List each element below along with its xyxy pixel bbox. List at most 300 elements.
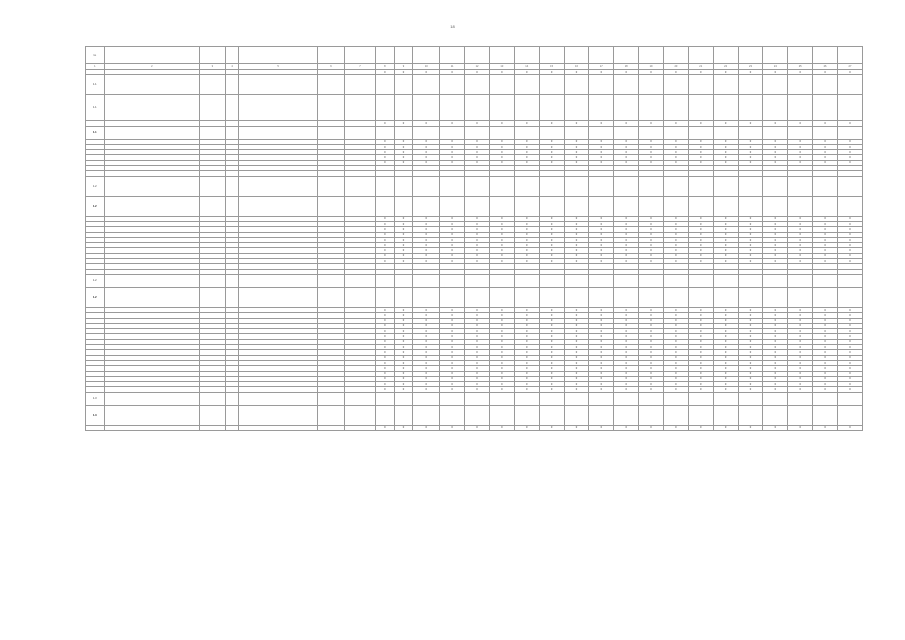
table-cell <box>614 274 639 287</box>
table-cell: 0 <box>440 232 465 237</box>
table-cell <box>564 274 589 287</box>
table-cell: 0 <box>465 70 490 75</box>
table-cell: 0 <box>813 334 838 339</box>
table-cell: 0 <box>465 139 490 144</box>
table-cell <box>688 95 713 121</box>
table-cell: 0 <box>465 345 490 350</box>
table-cell <box>788 405 813 425</box>
table-cell <box>394 392 413 405</box>
table-cell <box>813 95 838 121</box>
table-cell: 0 <box>413 345 440 350</box>
header-cell <box>413 47 440 64</box>
table-cell: 0 <box>738 216 763 221</box>
table-cell: 0 <box>514 313 539 318</box>
table-cell: 0 <box>564 371 589 376</box>
table-cell <box>394 176 413 196</box>
table-cell <box>539 196 564 216</box>
header-cell <box>813 47 838 64</box>
table-cell: 0 <box>738 253 763 258</box>
table-cell: 0 <box>376 313 395 318</box>
table-cell: 0 <box>813 355 838 360</box>
table-cell: 0 <box>465 329 490 334</box>
table-cell: 0 <box>413 150 440 155</box>
table-cell: 0 <box>440 360 465 365</box>
table-cell <box>318 196 345 216</box>
table-cell: 0 <box>738 221 763 226</box>
table-cell: 0 <box>413 227 440 232</box>
table-cell: 0 <box>539 248 564 253</box>
table-cell: 0 <box>413 243 440 248</box>
column-number-cell: 5 <box>239 64 318 70</box>
table-cell <box>199 405 225 425</box>
table-cell: 0 <box>514 339 539 344</box>
table-cell: 0 <box>589 329 614 334</box>
table-cell: 0 <box>413 121 440 126</box>
table-cell <box>344 95 375 121</box>
table-cell <box>199 287 225 307</box>
table-cell <box>440 287 465 307</box>
table-cell: 0 <box>589 382 614 387</box>
table-cell <box>614 405 639 425</box>
table-cell: 0 <box>413 376 440 381</box>
table-cell <box>104 75 199 95</box>
table-cell <box>763 405 788 425</box>
table-cell: 0 <box>837 248 862 253</box>
table-cell <box>788 196 813 216</box>
table-cell: 0 <box>539 323 564 328</box>
table-cell: 0 <box>763 360 788 365</box>
table-cell: 0 <box>738 376 763 381</box>
table-cell: 0 <box>489 371 514 376</box>
table-cell: 0 <box>614 243 639 248</box>
table-cell: 0 <box>394 243 413 248</box>
table-cell: 0 <box>440 425 465 430</box>
table-cell: 0 <box>614 160 639 165</box>
table-cell <box>639 75 664 95</box>
table-cell: 0 <box>589 366 614 371</box>
table-cell <box>489 392 514 405</box>
table-cell <box>514 95 539 121</box>
table-cell <box>614 95 639 121</box>
table-cell <box>688 405 713 425</box>
table-cell: 0 <box>413 221 440 226</box>
table-cell: 0 <box>376 387 395 392</box>
table-cell: 0 <box>713 243 738 248</box>
table-cell: 1.3 <box>86 405 105 425</box>
table-cell: 0 <box>837 150 862 155</box>
table-cell: 0 <box>738 237 763 242</box>
table-cell <box>318 392 345 405</box>
table-cell: 0 <box>713 237 738 242</box>
table-cell <box>663 405 688 425</box>
table-cell: 0 <box>376 382 395 387</box>
table-cell: 0 <box>688 329 713 334</box>
table-cell: 0 <box>688 371 713 376</box>
table-cell: 0 <box>837 160 862 165</box>
header-cell <box>589 47 614 64</box>
table-cell <box>225 196 238 216</box>
table-cell <box>837 176 862 196</box>
table-cell: 0 <box>539 355 564 360</box>
column-number-cell: 14 <box>514 64 539 70</box>
column-number-cell: 21 <box>688 64 713 70</box>
table-cell: 0 <box>489 150 514 155</box>
table-cell <box>688 274 713 287</box>
table-cell: 0 <box>713 318 738 323</box>
table-cell <box>788 75 813 95</box>
table-cell <box>614 126 639 139</box>
table-cell: 0 <box>639 334 664 339</box>
table-cell <box>539 176 564 196</box>
table-cell: 0 <box>738 243 763 248</box>
table-cell <box>788 126 813 139</box>
table-cell: 0 <box>614 350 639 355</box>
table-cell: 0 <box>813 253 838 258</box>
table-cell: 0 <box>614 382 639 387</box>
table-cell <box>394 75 413 95</box>
table-cell: 0 <box>539 425 564 430</box>
table-cell: 1.1 <box>86 126 105 139</box>
table-cell: 0 <box>539 376 564 381</box>
table-cell: 0 <box>837 382 862 387</box>
table-cell: 0 <box>489 376 514 381</box>
table-cell <box>738 126 763 139</box>
table-cell <box>440 196 465 216</box>
table-cell: 0 <box>763 259 788 264</box>
table-cell <box>376 274 395 287</box>
table-cell <box>394 196 413 216</box>
table-cell <box>837 95 862 121</box>
table-cell: 0 <box>539 366 564 371</box>
table-cell <box>614 75 639 95</box>
table-cell: 0 <box>413 248 440 253</box>
table-row <box>86 75 863 95</box>
table-cell: 0 <box>639 243 664 248</box>
table-cell: 0 <box>489 221 514 226</box>
table-cell: 0 <box>614 371 639 376</box>
table-cell: 0 <box>763 216 788 221</box>
table-cell: 0 <box>394 313 413 318</box>
table-cell <box>239 425 318 430</box>
table-cell: 0 <box>813 232 838 237</box>
table-cell: 0 <box>763 227 788 232</box>
table-cell <box>344 425 375 430</box>
table-cell: 0 <box>688 160 713 165</box>
table-cell: 0 <box>663 425 688 430</box>
table-cell <box>199 425 225 430</box>
table-cell: 0 <box>688 345 713 350</box>
table-cell <box>589 274 614 287</box>
table-cell <box>514 196 539 216</box>
table-cell <box>639 274 664 287</box>
header-cell <box>489 47 514 64</box>
table-cell: 0 <box>465 382 490 387</box>
table-row <box>86 126 863 139</box>
table-cell: 0 <box>413 387 440 392</box>
table-cell: 0 <box>763 313 788 318</box>
table-cell: 0 <box>539 221 564 226</box>
header-cell <box>837 47 862 64</box>
table-cell: 0 <box>394 139 413 144</box>
table-cell: 0 <box>539 387 564 392</box>
table-cell <box>837 287 862 307</box>
table-cell <box>688 196 713 216</box>
table-cell: 0 <box>376 70 395 75</box>
table-cell: 0 <box>539 121 564 126</box>
table-cell: 0 <box>639 253 664 258</box>
table-cell: 0 <box>763 139 788 144</box>
table-cell: 0 <box>514 232 539 237</box>
table-cell <box>837 405 862 425</box>
table-cell <box>763 75 788 95</box>
table-cell <box>344 392 375 405</box>
table-cell: 0 <box>564 382 589 387</box>
table-cell: 0 <box>564 360 589 365</box>
table-cell: 0 <box>589 243 614 248</box>
table-cell: 0 <box>394 318 413 323</box>
table-cell: 0 <box>738 360 763 365</box>
table-cell: 0 <box>738 425 763 430</box>
table-cell: 0 <box>763 382 788 387</box>
table-cell <box>318 425 345 430</box>
column-number-cell: 9 <box>394 64 413 70</box>
table-cell <box>239 287 318 307</box>
table-cell: 0 <box>489 121 514 126</box>
table-cell: 0 <box>589 221 614 226</box>
table-cell: 0 <box>663 237 688 242</box>
table-cell <box>713 75 738 95</box>
table-cell: 1.1 <box>86 95 105 121</box>
table-cell: 0 <box>639 371 664 376</box>
table-cell: 0 <box>688 360 713 365</box>
table-cell: 0 <box>413 259 440 264</box>
table-cell <box>713 95 738 121</box>
header-cell <box>199 47 225 64</box>
table-cell: 0 <box>614 232 639 237</box>
table-cell: 0 <box>376 323 395 328</box>
table-cell: 0 <box>639 313 664 318</box>
table-cell: 0 <box>639 70 664 75</box>
table-cell: 0 <box>639 425 664 430</box>
table-cell: 0 <box>763 323 788 328</box>
table-cell <box>413 75 440 95</box>
table-cell: 0 <box>514 366 539 371</box>
table-cell <box>376 392 395 405</box>
table-cell <box>763 392 788 405</box>
table-cell: 0 <box>376 425 395 430</box>
table-cell: 0 <box>589 371 614 376</box>
table-cell: 0 <box>539 155 564 160</box>
table-cell <box>104 274 199 287</box>
table-cell: 0 <box>713 323 738 328</box>
table-cell: 0 <box>514 382 539 387</box>
column-number-cell: 22 <box>713 64 738 70</box>
table-cell <box>763 126 788 139</box>
table-cell: 0 <box>514 329 539 334</box>
table-cell: 0 <box>514 259 539 264</box>
table-cell: 0 <box>514 227 539 232</box>
table-cell: 0 <box>813 243 838 248</box>
table-cell: 0 <box>614 323 639 328</box>
table-cell <box>514 405 539 425</box>
table-cell: 0 <box>788 334 813 339</box>
table-cell <box>465 196 490 216</box>
table-cell: 0 <box>413 253 440 258</box>
table-cell <box>318 126 345 139</box>
table-cell <box>413 126 440 139</box>
table-cell: 0 <box>413 425 440 430</box>
header-row <box>86 47 863 64</box>
table-cell: 0 <box>394 232 413 237</box>
table-cell: 0 <box>639 360 664 365</box>
table-cell <box>589 176 614 196</box>
table-cell: 0 <box>738 259 763 264</box>
table-cell: 0 <box>813 227 838 232</box>
table-cell: 0 <box>413 382 440 387</box>
table-cell: 0 <box>394 253 413 258</box>
table-cell: 0 <box>713 382 738 387</box>
table-cell: 0 <box>489 259 514 264</box>
table-cell: 0 <box>763 70 788 75</box>
table-cell: 1.1 <box>86 75 105 95</box>
table-cell: 0 <box>788 160 813 165</box>
table-cell: 0 <box>688 253 713 258</box>
table-cell: 0 <box>663 144 688 149</box>
table-cell: 0 <box>539 259 564 264</box>
table-cell <box>394 126 413 139</box>
header-cell <box>788 47 813 64</box>
table-cell <box>639 95 664 121</box>
table-cell: 0 <box>639 376 664 381</box>
table-cell: 0 <box>813 371 838 376</box>
table-cell: 0 <box>489 237 514 242</box>
table-cell: 0 <box>663 139 688 144</box>
table-cell: 0 <box>413 70 440 75</box>
table-cell: 0 <box>788 121 813 126</box>
table-cell: 0 <box>514 318 539 323</box>
table-cell: 0 <box>713 232 738 237</box>
table-cell: 0 <box>788 150 813 155</box>
table-cell: 0 <box>413 216 440 221</box>
table-cell: 0 <box>440 237 465 242</box>
table-cell: 0 <box>376 221 395 226</box>
header-cell <box>564 47 589 64</box>
table-cell: 0 <box>713 253 738 258</box>
table-cell: 0 <box>614 345 639 350</box>
table-cell: 0 <box>614 259 639 264</box>
table-cell: 0 <box>763 150 788 155</box>
table-cell: 0 <box>489 253 514 258</box>
table-cell: 0 <box>788 323 813 328</box>
table-cell: 0 <box>738 155 763 160</box>
column-number-cell: 26 <box>813 64 838 70</box>
table-cell <box>738 75 763 95</box>
table-cell: 0 <box>465 360 490 365</box>
table-cell <box>837 126 862 139</box>
column-number-cell: 1 <box>86 64 105 70</box>
table-cell: 0 <box>837 232 862 237</box>
table-cell: 0 <box>663 329 688 334</box>
table-cell <box>489 196 514 216</box>
table-cell: 0 <box>465 253 490 258</box>
table-cell: 0 <box>489 425 514 430</box>
table-cell: 0 <box>514 160 539 165</box>
table-cell: 0 <box>663 345 688 350</box>
table-cell: 0 <box>813 318 838 323</box>
table-cell: 0 <box>639 339 664 344</box>
table-cell: 0 <box>713 425 738 430</box>
table-cell: 0 <box>465 259 490 264</box>
table-cell <box>663 274 688 287</box>
table-cell <box>413 392 440 405</box>
table-cell <box>738 274 763 287</box>
table-cell <box>239 176 318 196</box>
table-cell: 0 <box>489 216 514 221</box>
table-cell: 0 <box>376 329 395 334</box>
table-cell <box>344 274 375 287</box>
table-cell: 0 <box>763 355 788 360</box>
table-cell: 0 <box>688 121 713 126</box>
table-cell: 0 <box>763 237 788 242</box>
table-cell <box>225 405 238 425</box>
column-number-cell: 6 <box>318 64 345 70</box>
table-cell: 0 <box>489 387 514 392</box>
table-cell: 0 <box>837 318 862 323</box>
table-cell: 0 <box>394 387 413 392</box>
table-cell: 0 <box>688 425 713 430</box>
column-number-cell: 27 <box>837 64 862 70</box>
column-number-cell: 24 <box>763 64 788 70</box>
header-cell <box>614 47 639 64</box>
table-cell: 0 <box>376 259 395 264</box>
table-cell <box>837 196 862 216</box>
table-cell: 0 <box>788 425 813 430</box>
table-cell <box>564 405 589 425</box>
program-indicators-table <box>85 46 863 431</box>
table-cell <box>239 274 318 287</box>
table-cell: 0 <box>514 387 539 392</box>
table-cell: 0 <box>465 334 490 339</box>
table-cell: 0 <box>376 144 395 149</box>
table-cell <box>837 75 862 95</box>
table-cell: 0 <box>440 350 465 355</box>
table-cell: 0 <box>440 160 465 165</box>
table-cell: 0 <box>813 216 838 221</box>
table-cell: 0 <box>376 371 395 376</box>
table-cell <box>639 392 664 405</box>
table-cell: 0 <box>614 150 639 155</box>
table-cell: 0 <box>614 237 639 242</box>
table-cell: 0 <box>440 366 465 371</box>
table-cell: 0 <box>413 144 440 149</box>
table-cell: 0 <box>589 355 614 360</box>
table-cell <box>465 126 490 139</box>
table-cell: 0 <box>788 144 813 149</box>
table-cell <box>465 75 490 95</box>
table-cell <box>663 392 688 405</box>
table-cell <box>763 274 788 287</box>
table-cell: 0 <box>713 345 738 350</box>
table-cell: 0 <box>376 232 395 237</box>
table-cell: 0 <box>539 70 564 75</box>
table-cell: 0 <box>440 318 465 323</box>
table-cell: 0 <box>639 227 664 232</box>
table-cell: 0 <box>465 232 490 237</box>
table-cell: 0 <box>564 313 589 318</box>
table-cell: 0 <box>489 313 514 318</box>
table-cell: 0 <box>837 227 862 232</box>
table-cell: 0 <box>539 139 564 144</box>
